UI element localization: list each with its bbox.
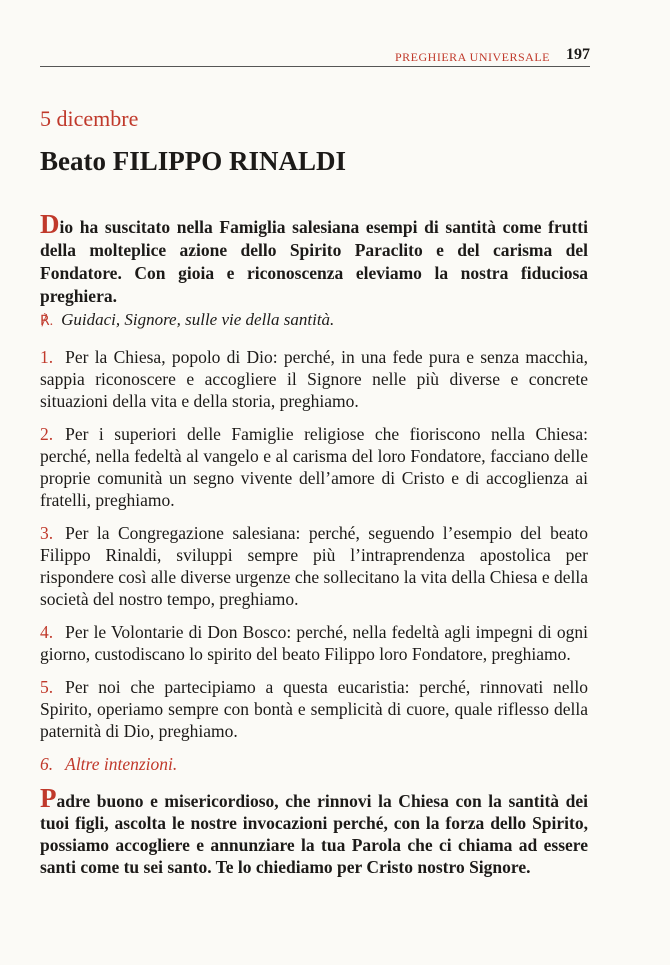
intro-dropcap: D	[40, 209, 60, 239]
intercession-number: 1.	[40, 347, 54, 367]
page-number: 197	[566, 46, 590, 63]
intercession-item	[40, 423, 588, 511]
feast-date: 5 dicembre	[40, 106, 139, 131]
intercession-number: 2.	[40, 424, 54, 444]
intercession-text: Per noi che partecipiamo a questa eucaristia: perché, rinnovati nello Spirito, operiamo sempre con bontà e semplicità di cuore, quale riflesso della paternità di Dio, preghiamo.	[40, 677, 588, 741]
intercession-text: Altre intenzioni.	[65, 754, 178, 774]
intercession-item-other	[40, 753, 588, 775]
closing-prayer	[40, 783, 588, 878]
intro-paragraph	[40, 209, 588, 308]
intercession-text: Per le Volontarie di Don Bosco: perché, nella fedeltà agli impegni di ogni giorno, custodiscano lo spirito del beato Filippo loro Fondatore, preghiamo.	[40, 622, 588, 664]
closing-text: adre buono e misericordioso, che rinnovi la Chiesa con la santità dei tuoi figli, ascolta le nostre invocazioni perché, con la forza dello Spirito, possiamo accogliere e annunziare la tua Parola che ci chiama ad essere santi come tu sei santo. Te lo chiediamo per Cristo nostro Signore.	[40, 791, 588, 877]
intercession-number: 4.	[40, 622, 54, 642]
intercession-item	[40, 522, 588, 610]
intercession-text: Per la Congregazione salesiana: perché, seguendo l’esempio del beato Filippo Rinaldi, sviluppi sempre più l’intraprendenza apostolica per rispondere così alle diverse urgenze che sollecitano la vita della Chiesa e della società del nostro tempo, preghiamo.	[40, 523, 588, 609]
intercession-number: 6.	[40, 754, 54, 774]
intercession-item	[40, 346, 588, 412]
response-line	[40, 310, 588, 330]
intro-text: io ha suscitato nella Famiglia salesiana esempi di santità come frutti della molteplice azione dello Spirito Paraclito e del carisma del Fondatore. Con gioia e riconoscenza eleviamo la nostra fiduciosa preghiera.	[40, 217, 588, 306]
intercession-text: Per i superiori delle Famiglie religiose che fioriscono nella Chiesa: perché, nella fedeltà al vangelo e al carisma del loro Fondatore, facciano delle proprie comunità un segno vivente dell’amore di Cristo e di accoglienza ai fratelli, preghiamo.	[40, 424, 588, 510]
response-text: Guidaci, Signore, sulle vie della santità.	[61, 310, 335, 329]
intercession-item	[40, 676, 588, 742]
intercession-item	[40, 621, 588, 665]
intercessions-list	[40, 346, 588, 786]
saint-title: Beato FILIPPO RINALDI	[40, 146, 347, 176]
intercession-number: 3.	[40, 523, 54, 543]
running-title: PREGHIERA UNIVERSALE	[394, 50, 550, 64]
intercession-text: Per la Chiesa, popolo di Dio: perché, in una fede pura e senza macchia, sappia riconoscere e accogliere il Signore nelle più diverse e concrete situazioni della vita e della storia, preghiamo.	[40, 347, 588, 411]
intercession-number: 5.	[40, 677, 54, 697]
response-symbol: ℟.	[40, 314, 54, 329]
running-header	[40, 48, 590, 67]
closing-dropcap: P	[40, 783, 57, 813]
